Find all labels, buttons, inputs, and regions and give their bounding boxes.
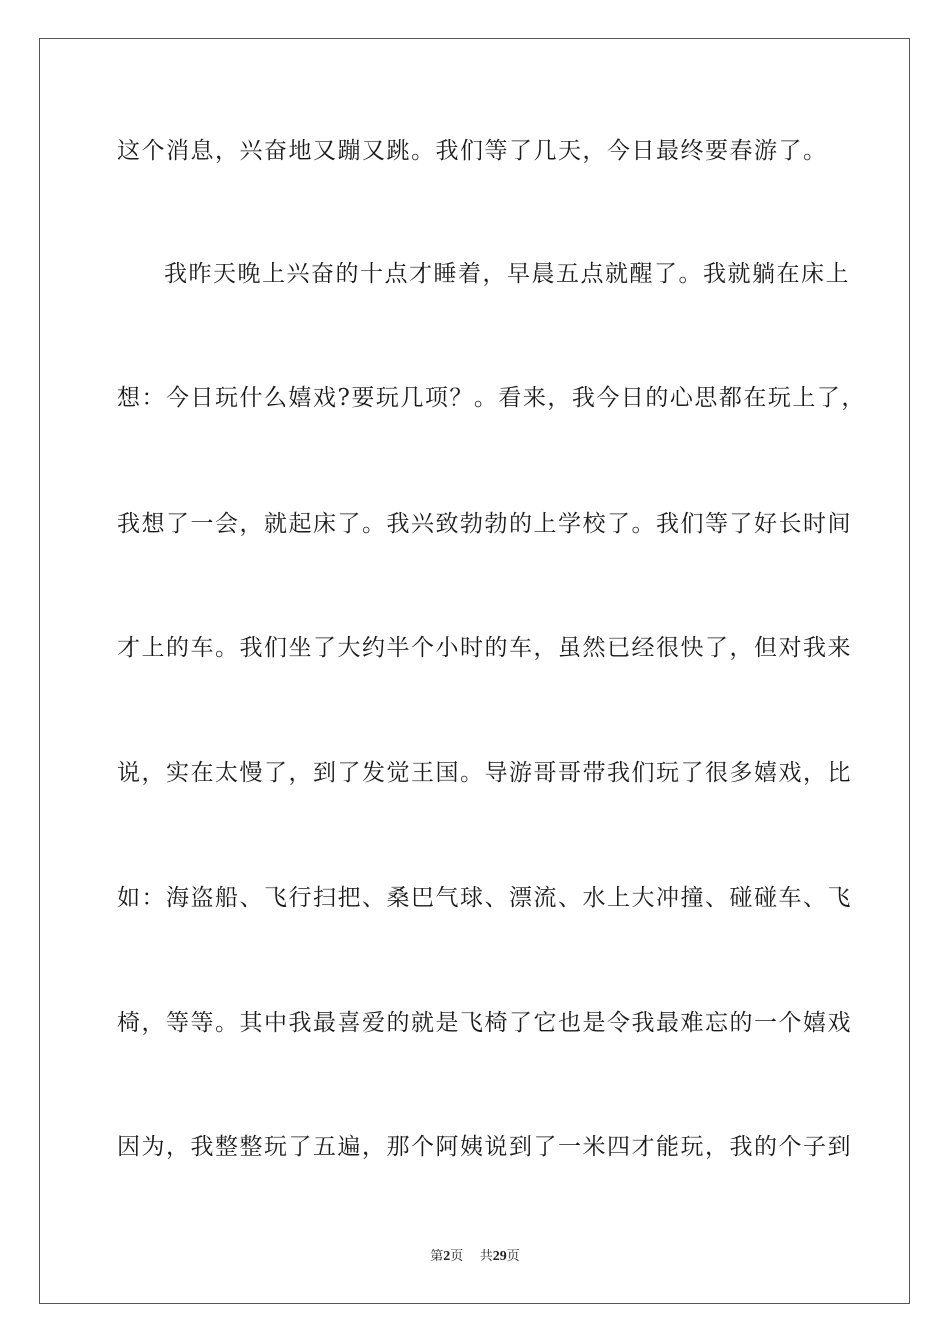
total-suffix: 页 [506, 1249, 520, 1264]
text-line-2: 我昨天晚上兴奋的十点才睡着，早晨五点就醒了。我就躺在床上 [164, 261, 850, 287]
total-pages: 29 [492, 1249, 507, 1264]
text-line-6: 说，实在太慢了，到了发觉王国。导游哥哥带我们玩了很多嬉戏，比 [117, 760, 852, 786]
text-line-3: 想：今日玩什么嬉戏?要玩几项？。看来，我今日的心思都在玩上了， [117, 385, 866, 411]
text-line-4: 我想了一会，就起床了。我兴致勃勃的上学校了。我们等了好长时间 [117, 511, 852, 537]
page-prefix: 第 [430, 1249, 444, 1264]
page-footer [0, 1245, 950, 1265]
text-line-1: 这个消息，兴奋地又蹦又跳。我们等了几天，今日最终要春游了。 [117, 138, 828, 164]
text-line-5: 才上的车。我们坐了大约半个小时的车，虽然已经很快了，但对我来 [117, 635, 852, 661]
text-line-7: 如：海盗船、飞行扫把、桑巴气球、漂流、水上大冲撞、碰碰车、飞 [117, 885, 852, 911]
total-prefix: 共 [479, 1249, 493, 1264]
text-line-8: 椅，等等。其中我最喜爱的就是飞椅了它也是令我最难忘的一个嬉戏 [117, 1010, 852, 1036]
page-suffix: 页 [450, 1249, 464, 1264]
page-number: 2 [443, 1249, 451, 1264]
page-border [39, 38, 910, 1304]
text-line-9: 因为，我整整玩了五遍，那个阿姨说到了一米四才能玩，我的个子到 [117, 1134, 852, 1160]
